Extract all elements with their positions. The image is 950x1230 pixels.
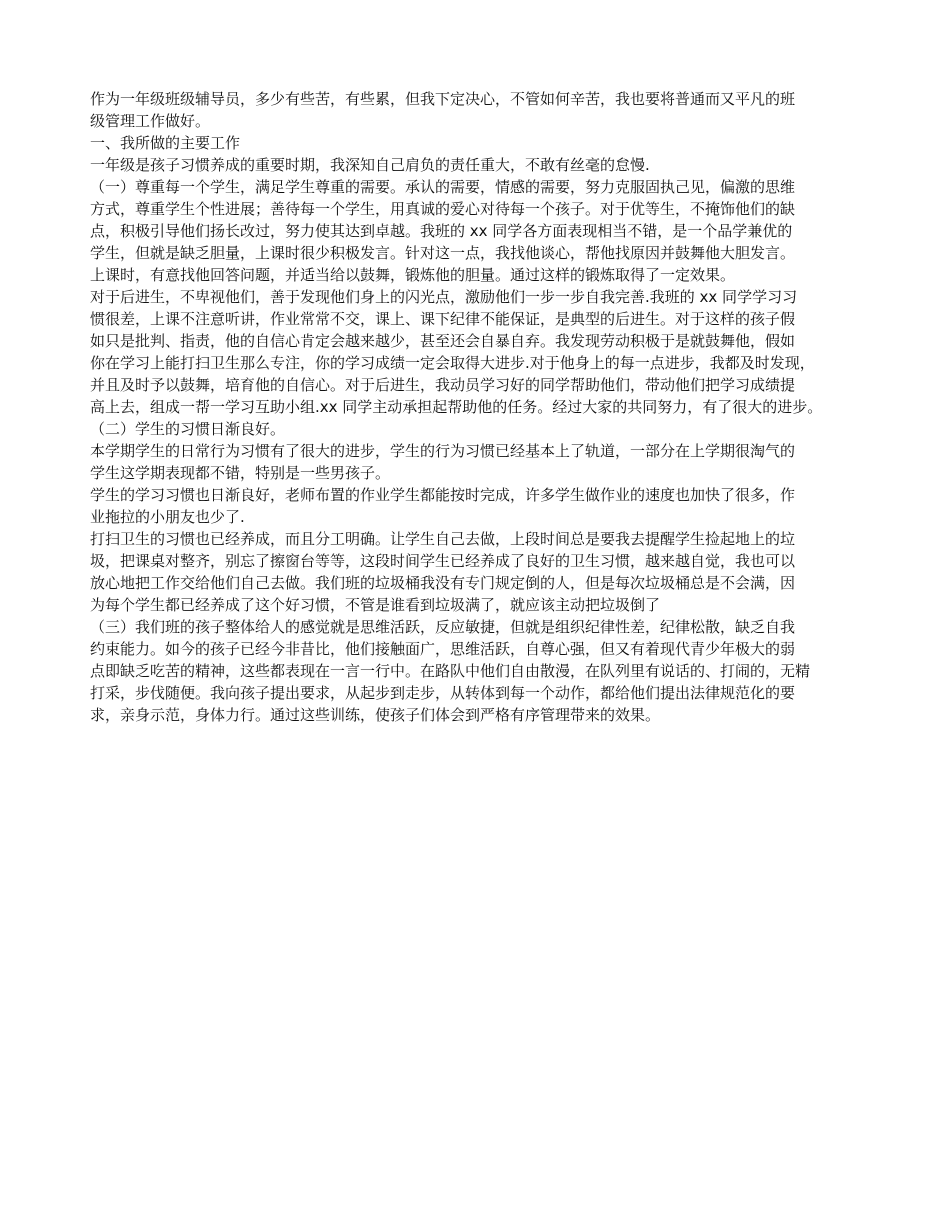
text-line: 并且及时予以鼓舞，培育他的自信心。对于后进生，我动员学习好的同学帮助他们，带动他们把学习成绩提 [90, 376, 796, 394]
text-line: 方式，尊重学生个性进展；善待每一个学生，用真诚的爱心对待每一个孩子。对于优等生，不掩饰他们的缺 [90, 200, 796, 218]
text-line: 点，积极引导他们扬长改过，努力使其达到卓越。我班的 xx 同学各方面表现相当不错，是一个品学兼优的 [90, 222, 793, 240]
text-line: 学生这学期表现都不错，特别是一些男孩子。 [90, 464, 391, 482]
text-line: 放心地把工作交给他们自己去做。我们班的垃圾桶我没有专门规定倒的人，但是每次垃圾桶总是不会满，因 [90, 574, 796, 592]
text-line: 求，亲身示范，身体力行。通过这些训练，使孩子们体会到严格有序管理带来的效果。 [90, 706, 661, 724]
text-line: 点即缺乏吃苦的精神，这些都表现在一言一行中。在路队中他们自由散漫，在队列里有说话的、打闹的，无精 [90, 662, 811, 680]
document-body [90, 88, 880, 726]
text-line: （三）我们班的孩子整体给人的感觉就是思维活跃，反应敏捷，但就是组织纪律性差，纪律松散，缺乏自我 [90, 618, 796, 636]
text-line: 惯很差，上课不注意听讲，作业常常不交，课上、课下纪律不能保证，是典型的后进生。对于这样的孩子假 [90, 310, 796, 328]
text-line: 上课时，有意找他回答问题，并适当给以鼓舞，锻炼他的胆量。通过这样的锻炼取得了一定效果。 [90, 266, 736, 284]
text-line: 如只是批判、指责，他的自信心肯定会越来越少，甚至还会自暴自弃。我发现劳动积极于是就鼓舞他，假如 [90, 332, 796, 350]
text-line: 打采，步伐随便。我向孩子提出要求，从起步到走步，从转体到每一个动作，都给他们提出法律规范化的要 [90, 684, 796, 702]
text-line: 业拖拉的小朋友也少了. [90, 508, 245, 526]
text-line: 学生的学习习惯也日渐良好，老师布置的作业学生都能按时完成，许多学生做作业的速度也加快了很多，作 [90, 486, 796, 504]
text-line: 一、我所做的主要工作 [90, 134, 241, 152]
text-line: 圾，把课桌对整齐，别忘了擦窗台等等，这段时间学生已经养成了良好的卫生习惯，越来越自觉，我也可以 [90, 552, 796, 570]
text-line: 高上去，组成一帮一学习互助小组.xx 同学主动承担起帮助他的任务。经过大家的共同努力，有了很大的进步。 [90, 398, 823, 416]
text-line: 一年级是孩子习惯养成的重要时期，我深知自己肩负的责任重大，不敢有丝毫的怠慢. [90, 156, 650, 174]
text-line: 学生，但就是缺乏胆量，上课时很少积极发言。针对这一点，我找他谈心，帮他找原因并鼓舞他大胆发言。 [90, 244, 796, 262]
text-line: （二）学生的习惯日渐良好。 [90, 420, 286, 438]
text-line: 作为一年级班级辅导员，多少有些苦，有些累，但我下定决心，不管如何辛苦，我也要将普通而又平凡的班 [90, 90, 796, 108]
text-line: 级管理工作做好。 [90, 112, 211, 130]
text-line: 你在学习上能打扫卫生那么专注，你的学习成绩一定会取得大进步.对于他身上的每一点进步，我都及时发现， [90, 354, 815, 372]
text-line: 打扫卫生的习惯也已经养成，而且分工明确。让学生自己去做，上段时间总是要我去提醒学生捡起地上的垃 [90, 530, 796, 548]
text-line: 对于后进生，不卑视他们，善于发现他们身上的闪光点，激励他们一步一步自我完善.我班的 xx 同学学习习 [90, 288, 798, 306]
text-line: 约束能力。如今的孩子已经今非昔比，他们接触面广，思维活跃，自尊心强，但又有着现代青少年极大的弱 [90, 640, 796, 658]
text-line: 本学期学生的日常行为习惯有了很大的进步，学生的行为习惯已经基本上了轨道，一部分在上学期很淘气的 [90, 442, 796, 460]
text-line: （一）尊重每一个学生，满足学生尊重的需要。承认的需要，情感的需要，努力克服固执己见，偏激的思维 [90, 178, 796, 196]
text-line: 为每个学生都已经养成了这个好习惯，不管是谁看到垃圾满了，就应该主动把垃圾倒了 [90, 596, 661, 614]
